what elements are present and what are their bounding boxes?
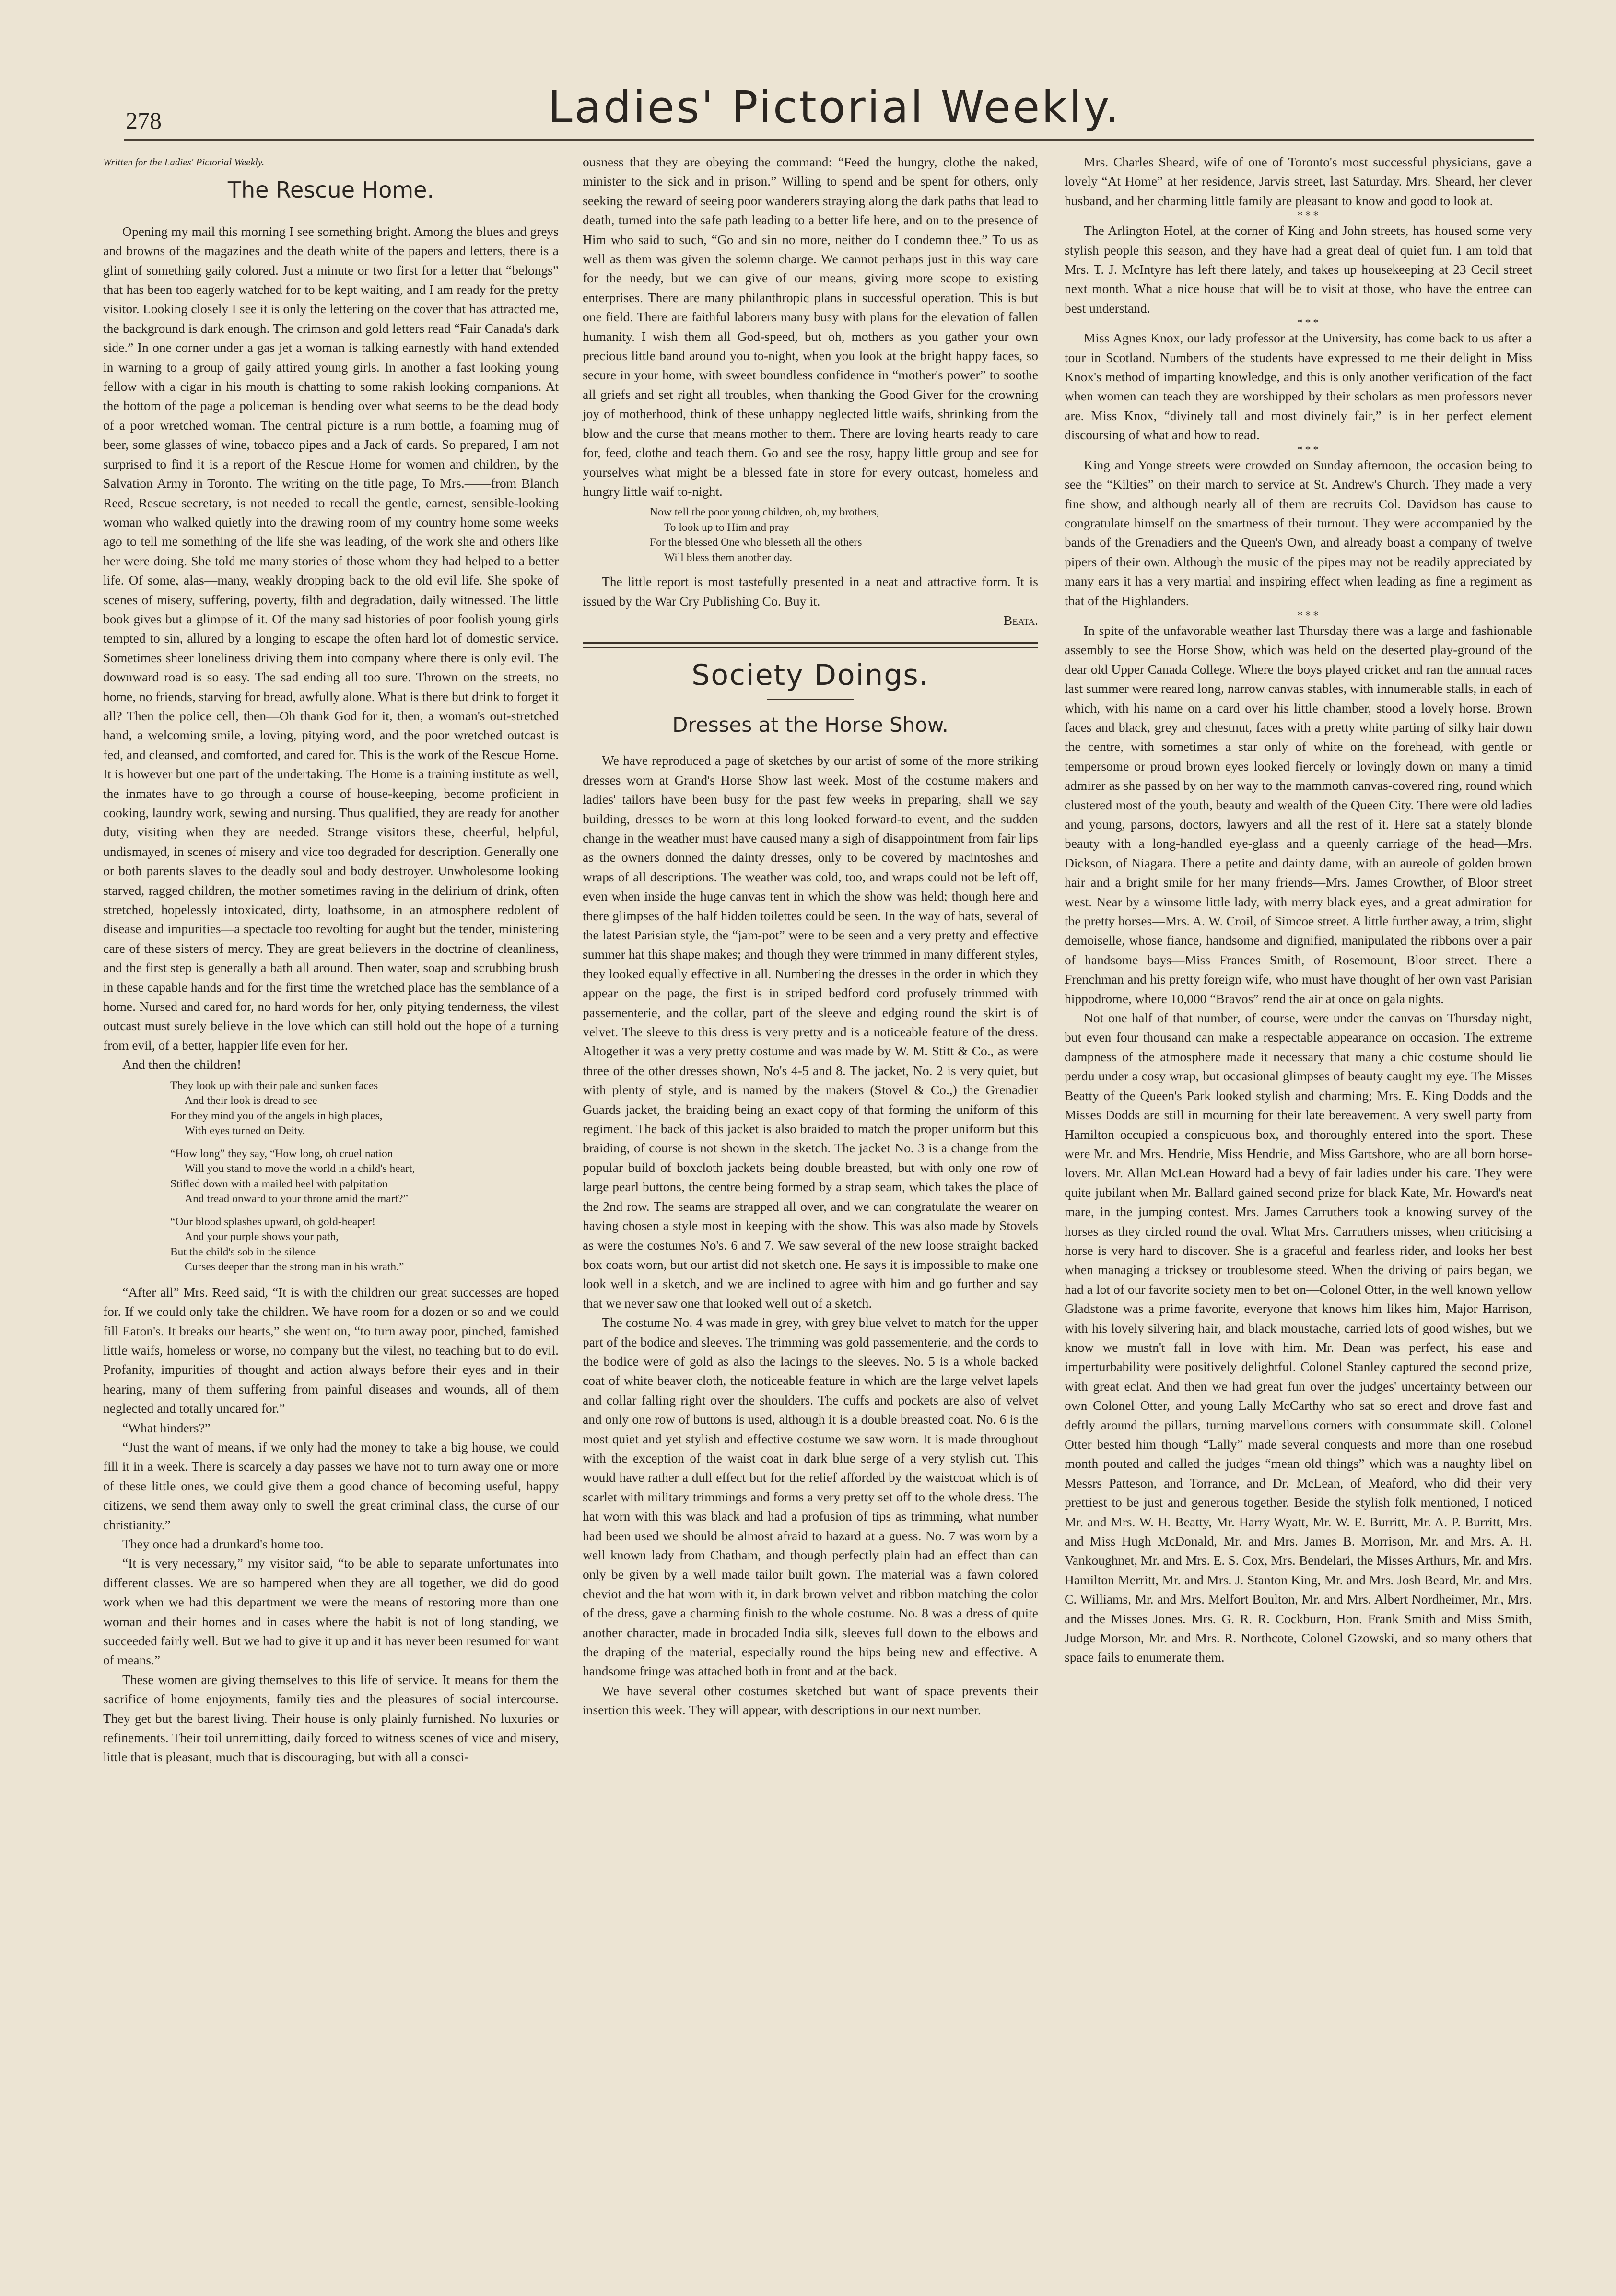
paragraph: “After all” Mrs. Reed said, “It is with the children our great successes are hoped for. If we could only take the children. We have room for a dozen or so and we could fill Eaton's. It breaks our hearts,” she went on, “to turn away poor, pinched, famished little waifs, homeless or worse, no company but the vilest, no teaching but to do evil. Profanity, impurities of thought and action always before their eyes and in their hearing, many of them suffering from painful diseases and wounds, all of them neglected and totally uncared for.” [103,1284,559,1416]
byline: Written for the Ladies' Pictorial Weekly. [103,156,265,168]
column-3 [1065,152,1532,1667]
paragraph: “What hinders?” [122,1420,211,1435]
column-2 [583,152,1038,1720]
poem-line: “Our blood splashes upward, oh gold-heaper! [170,1215,376,1228]
article-title-horse-show: Dresses at the Horse Show. [672,713,949,737]
paragraph: ousness that they are obeying the command: “Feed the hungry, clothe the naked, minister to the sick and in prison.” Willing to spend and be spent for others, only seeking the reward of seeing poor wanderers straying along the dark paths that lead to death, turned into the safe path leading to a better life here, and on to the presence of Him who said to such, “Go and sin no more, neither do I condemn thee.” To us as well as them was given the solemn charge. We cannot perhaps just in this way care for the needy, but we can give of our means, giving more scope to existing enterprises. There are many philanthropic plans in successful operation. This is but one field. There are faithful laborers many busy with plans for the elevation of fallen humanity. I wish them all God-speed, but oh, mothers as you gather your own precious little band around you to-night, when you look at the bright happy faces, so secure in your home, with sweet boundless confidence in “mother's power” to soothe all griefs and set right all troubles, when thanking the Good Giver for the crowning joy of motherhood, think of these unhappy neglected little waifs, shrinking from the blow and the curse that means mother to them. There are loving hearts ready to care for, feed, clothe and teach them. Go and see the rosy, happy little group and see for yourselves what might be a blessed fate in store for every outcast, homeless and hungry little waif to-night. [583,154,1038,499]
paragraph: The little report is most tastefully presented in a neat and attractive form. It is issued by the War Cry Publishing Co. Buy it. [583,574,1038,609]
article-title-rescue-home: The Rescue Home. [227,177,434,203]
poem-line: And your purple shows your path, [185,1230,339,1243]
paragraph: They once had a drunkard's home too. [122,1536,324,1551]
poem [650,505,1038,565]
paragraph: King and Yonge streets were crowded on Sunday afternoon, the occasion being to see the “Kilties” on their march to service at St. Andrew's Church. They made a very fine show, and although nearly all of them are recruits Col. Davidson has cause to congratulate himself on the smartness of their turnout. They were accompanied by the bands of the Grenadiers and the Queen's Own, and already boast a company of twelve pipers of their own. Although the music of the pipes may not be readily appreciated by many ears it has a very martial and inspiring effect when leading as fine a regiment as that of the Highlanders. [1065,457,1532,608]
separator-stars: * * * [1297,444,1319,457]
poem-stanza [170,1147,559,1207]
page-number: 278 [126,107,162,134]
poem-line: But the child's sob in the silence [170,1245,316,1258]
section-rule [583,642,1038,648]
separator-stars: * * * [1297,609,1319,622]
poem-stanza [170,1215,559,1275]
section-title-society-doings: Society Doings. [691,658,929,692]
paragraph: Miss Agnes Knox, our lady professor at the University, has come back to us after a tour in Scotland. Numbers of the students have expressed to me their delight in Miss Knox's method of imparting knowledge, and this is only another verification of the fact when women can teach they are worshipped by their scholars as men professors never are. Miss Knox, “divinely tall and most divinely fair,” is in her perfect element discoursing of what and how to read. [1065,330,1532,443]
separator-stars: * * * [1297,210,1319,223]
paragraph: The Arlington Hotel, at the corner of King and John streets, has housed some very stylish people this season, and they have had a great deal of quiet fun. I am told that Mrs. T. J. McIntyre has left there lately, and takes up housekeeping at 23 Cecil street next month. What a nice house that will be to visit at those, who have the entree can best understand. [1065,223,1532,316]
subtitle-rule [767,699,854,700]
poem-line: And their look is dread to see [185,1094,317,1107]
header-rule [124,139,1534,141]
poem-line: “How long” they say, “How long, oh cruel nation [170,1147,393,1160]
paragraph: Not one half of that number, of course, were under the canvas on Thursday night, but even four thousand can make a respectable appearance on occasion. The extreme dampness of the atmosphere made it necessary that many a chic costume should lie perdu under a cosy wrap, but occasional glimpses of beauty caught my eye. The Misses Beatty of the Queen's Park looked stylish and charming; Mrs. E. King Dodds and the Misses Dodds are still in mourning for their late bereavement. A very swell party from Hamilton occupied a conspicuous box, and thoroughly entered into the sport. These were Mr. and Mrs. Hendrie, Miss Hendrie, and Miss Gartshore, who are all born horse-lovers. Mr. Allan McLean Howard had a bevy of fair ladies under his care. They were quite jubilant when Mr. Ballard gained second prize for black Kate, Mr. Howard's neat mare, in the jumping contest. Mrs. James Carruthers took a knowing survey of the horses as they circled round the oval. What Mrs. Carruthers misses, when criticising a horse is very hard to discover. She is a graceful and fearless rider, and looks her best when managing a tricksey or troublesome steed. When the driving of pairs began, we had a lot of our favorite society men to bet on—Colonel Otter, in the well known yellow Gladstone was a prime favorite, everyone that knows him likes him, Major Harrison, with his lovely silvering hair, and black moustache, carried lots of good wishes, but we know we mustn't fall in love with him. Mr. Dean was perfect, his ease and imperturbability were positively delightful. Colonel Stanley captured the second prize, with great eclat. And then we had great fun over the judges' uncertainty between our own Colonel Otter, and young Lally McCarthy who sat so erect and drove fast and deftly around the pillars, turning marvellous corners with consummate skill. Colonel Otter bested him though “Lally” made several conquests and more than one rosebud month pouted and called the judges “mean old things” which was a naughty libel on Messrs Patteson, and Torrance, and Dr. McLean, of Meaford, who did their very prettiest to be just and generous together. Beside the stylish folk mentioned, I noticed Mr. and Mrs. W. H. Beatty, Mr. Harry Wyatt, Mr. W. E. Burritt, Mr. A. P. Burritt, Mrs. and Miss Hugh McDonald, Mr. and Mrs. James B. Morrison, Mr. and Mrs. A. H. Vankoughnet, Mr. and Mrs. E. S. Cox, Mrs. Bendelari, the Misses Arthurs, Mr. and Mrs. Hamilton Merritt, Mr. and Mrs. J. Stanton King, Mr. and Mrs. Josh Beard, Mr. and Mrs. C. Williams, Mr. and Mrs. Melfort Boulton, Mr. and Mrs. Albert Nordheimer, Mr., Mrs. and the Misses Jones. Mrs. G. R. R. Cockburn, Hon. Frank Smith and Miss Smith, Judge Morson, Mr. and Mrs. R. Northcote, Colonel Gzowski, and so many others that space fails to enumerate them. [1065,1010,1532,1665]
poem-line: And tread onward to your throne amid the mart?” [185,1193,408,1206]
paragraph: In spite of the unfavorable weather last Thursday there was a large and fashionable assembly to see the Horse Show, which was held on the deserted play-ground of the dear old Upper Canada College. Where the boys played cricket and ran the annual races last summer were reared long, narrow canvas stables, with innumerable stalls, in each of which, with his name on a card over his little chamber, stood a lovely horse. Brown faces and black, grey and chestnut, faces with a pretty white parting of silky hair down the centre, with sometimes a star only of white on the forehead, with gentle or tempersome or proud brown eyes looked fiercely or lovingly down on many a timid admirer as she passed by on her way to the mammoth canvas-covered ring, round which clustered most of the youth, beauty and wealth of the Queen City. There were old ladies and young, parsons, doctors, lawyers and all the rest of it. Here sat a stately blonde beauty with a long-handled eye-glass and a queenly carriage of the head—Mrs. Dickson, of Niagara. There a petite and dainty dame, with an aureole of golden brown hair and a bright smile for her many friends—Mrs. James Crowther, of Bloor street west. Near by a winsome little lady, with merry black eyes, and a great admiration for the pretty horses—Mrs. A. W. Croil, of Simcoe street. A little further away, a trim, slight demoiselle, whose fiance, handsome and dignified, manipulated the ribbons over a pair of handsome bays—Miss Frances Smith, of Rosemount, Bloor street. There a Frenchman and his pretty foreign wife, who must have thought of her own vast Parisian hippodrome, where 10,000 “Bravos” rend the air at once on gala nights. [1065,622,1532,1006]
poem-line: Now tell the poor young children, oh, my brothers, [650,506,879,519]
separator-stars: * * * [1297,317,1319,330]
paragraph: “It is very necessary,” my visitor said, “to be able to separate unfortunates into different classes. We are so hampered when they are all together, we did do good work when we had this department we were the means of restoring more than one woman and their homes and in cases where the habit is not of long standing, we succeeded fairly well. But we had to give it up and it has never been resumed for want of means.” [103,1556,559,1668]
poem-line: Curses deeper than the strong man in his wrath.” [185,1261,404,1274]
poem-line: Will bless them another day. [664,551,793,564]
poem-line: They look up with their pale and sunken faces [170,1079,378,1092]
poem-stanza [170,1078,559,1139]
poem-line: With eyes turned on Deity. [185,1125,305,1137]
poem-line: For the blessed One who blesseth all the others [650,536,862,549]
paragraph: Opening my mail this morning I see something bright. Among the blues and greys and browns of the magazines and the death white of the papers and letters, there is a glint of something gaily colored. Just a minute or two first for a letter that “belongs” that has been too eagerly watched for to be kept waiting, and I am ready for the pretty visitor. Looking closely I see it is only the lettering on the cover that has attracted me, the background is dark enough. The crimson and gold letters read “Fair Canada's dark side.” In one corner under a gas jet a woman is talking earnestly with hand extended in warning to a group of gaily attired young girls. In another a fast looking young fellow with a cigar in his mouth is chatting to some rakish looking companions. At the bottom of the page a policeman is bending over what seems to be the dead body of a poor wretched woman. The central picture is a rum bottle, a foaming mug of beer, some glasses of wine, tobacco pipes and a Jack of cards. So prepared, I am not surprised to find it is a report of the Rescue Home for women and children, by the Salvation Army in Toronto. The writing on the title page, To Mrs.——from Blanch Reed, Rescue secretary, is not needed to recall the gentle, earnest, sensible-looking woman who walked quietly into the drawing room of my country home some weeks ago to tell me something of the life she was leading, of the work she and others like her were doing. She told me many stories of those whom they had helped to a better life. Of some, alas—many, weakly dropping back to the old evil life. She spoke of scenes of misery, suffering, poverty, filth and degradation, daily witnessed. The little book gives but a glimpse of it. Of the many sad histories of poor foolish young girls tempted to sin, allured by a longing to escape the often hard lot of domestic service. Sometimes sheer loneliness driving them into company where there is only evil. The downward road is so easy. The sad ending all too sure. Thrown on the streets, no home, no friends, starving for bread, awfully alone. What is there but drink to forget it all? Then the police cell, then—Oh thank God for it, then, a woman's out-stretched hand, a welcoming smile, a loving, pitying word, and the poor wretched outcast is fed, and cleansed, and comforted, and cared for. This is the work of the Rescue Home. It is however but one part of the undertaking. The Home is a training institute as well, the inmates have to go through a course of house-keeping, become proficient in cooking, laundry work, sewing and nursing. Thus qualified, they are ready for another duty, visiting when they are needed. Strange visitors these, cheerful, helpful, undismayed, in scenes of misery and vice too degraded for description. Generally one or both parents slaves to the deadly soul and body destroyer. Unwholesome looking starved, ragged children, the mother sometimes raving in the delirium of drink, often stretched, hopelessly intoxicated, dirty, loathsome, in an atmosphere redolent of disease and impurities—a spectacle too revolting for aught but the tender, ministering care of these sisters of mercy. They are great believers in the doctrine of cleanliness, and the first step is generally a bath all around. Then water, soap and scrubbing brush in these capable hands and for the first time the wretched place has the semblance of a home. Nursed and cared for, no hard words for her, only pitying tenderness, the vilest outcast must surely believe in the love which can still hold out the hope of a turning from evil, of a better, happier life even for her. [103,223,559,1053]
poem-line: To look up to Him and pray [664,521,789,534]
paragraph: These women are giving themselves to this life of service. It means for them the sacrifice of home enjoyments, family ties and the pleasures of social intercourse. They get but the barest living. Their house is only plainly furnished. No luxuries or refinements. Their toil unremitting, daily forced to witness scenes of vice and misery, little that is pleasant, much that is discouraging, but with all a consci- [103,1672,559,1765]
paragraph: Mrs. Charles Sheard, wife of one of Toronto's most successful physicians, gave a lovely “At Home” at her residence, Jarvis street, last Saturday. Mrs. Sheard, her clever husband, and her charming little family are pleasant to know and good to look at. [1065,154,1532,208]
paragraph: “Just the want of means, if we only had the money to take a big house, we could fill it in a week. There is scarcely a day passes we have not to turn away one or more of these little ones, we could give them a good chance of becoming useful, happy citizens, we send them away only to swell the great criminal class, the curse of our christianity.” [103,1439,559,1532]
paragraph: And then the children! [122,1057,242,1072]
masthead: Ladies' Pictorial Weekly. [548,82,1121,133]
poem-line: Stifled down with a mailed heel with palpitation [170,1177,388,1190]
column-1 [103,152,559,1767]
poem-line: Will you stand to move the world in a child's heart, [185,1162,415,1175]
signature: Beata. [1003,613,1038,628]
paragraph: We have several other costumes sketched but want of space prevents their insertion this week. They will appear, with descriptions in our next number. [583,1683,1038,1718]
paragraph: We have reproduced a page of sketches by our artist of some of the more striking dresses worn at Grand's Horse Show last week. Most of the costume makers and ladies' tailors have been busy for the past few weeks in preparing, shall we say building, dresses to be worn at this long looked forward-to event, and the sudden change in the weather must have caused many a sigh of disappointment from fair lips as the owners donned the dainty dresses, only to be covered by macintoshes and wraps of all descriptions. The weather was cold, too, and wraps could not be left off, even when inside the huge canvas tent in which the show was held; though here and there glimpses of the half hidden toilettes could be seen. In the way of hats, several of the latest Parisian style, the “jam-pot” were to be seen and a very pretty and effective summer hat this shape makes; and though they were trimmed in many different styles, they looked equally effective in all. Numbering the dresses in the order in which they appear on the page, the first is in striped bedford cord profusely trimmed with passementerie, and the collar, part of the sleeve and edging round the skirt is of velvet. The sleeve to this dress is very pretty and is a noticeable feature of the dress. Altogether it was a very pretty costume and was made by W. M. Stitt & Co., as were three of the other dresses shown, No's 4-5 and 8. The jacket, No. 2 is very quiet, but with plenty of style, and is named by the makers (Stovel & Co.,) the Grenadier Guards jacket, the braiding being an exact copy of that forming the uniform of this regiment. The back of this jacket is also braided to match the proper uniform but this braiding, of course is not shown in the sketch. The jacket No. 3 is a change from the popular build of boxcloth jackets being double breasted, but with only one row of large pearl buttons, the centre being formed by a strap seam, which takes the place of the 2nd row. The seams are strapped all over, and we can congratulate the wearer on having chosen a style most in keeping with the show. This was also made by Stovels as were the costumes No's. 6 and 7. We saw several of the new loose straight backed box coats worn, but our artist did not sketch one. He says it is impossible to make one look well in a sketch, and we are inclined to agree with him and go further and say that we never saw one that looked well out of a sketch. [583,753,1038,1311]
poem [170,1078,559,1275]
paragraph: The costume No. 4 was made in grey, with grey blue velvet to match for the upper part of the bodice and sleeves. The trimming was gold passementerie, and the cords to the bodice were of gold as also the lacings to the sleeves. No. 5 is a whole backed coat of white beaver cloth, the noticeable feature in which are the large velvet lapels and collar falling right over the shoulders. The cuffs and pockets are also of velvet and only one row of buttons is used, although it is a double breasted coat. No. 6 is the most quiet and yet stylish and effective costume we saw worn. It is made throughout with the exception of the waist coat in dark blue serge of a very stylish cut. This would have rather a dull effect but for the relief afforded by the waistcoat which is of scarlet with military trimmings and forms a very pretty set off to the whole dress. The hat worn with this was black and had a profusion of tips as trimming, what number had been used we should be almost afraid to hazard at a guess. No. 7 was worn by a well known lady from Chatham, and though perfectly plain had an effect than can only be given by a well made tailor built gown. The material was a fawn colored cheviot and the hat worn with it, in dark brown velvet and ribbon matching the color of the dress, gave a charming finish to the whole costume. No. 8 was a dress of quite another character, made in brocaded India silk, sleeves full down to the elbows and the draping of the material, especially round the hips being new and effective. A handsome fringe was attached both in front and at the back. [583,1315,1038,1679]
poem-line: For they mind you of the angels in high places, [170,1109,383,1122]
